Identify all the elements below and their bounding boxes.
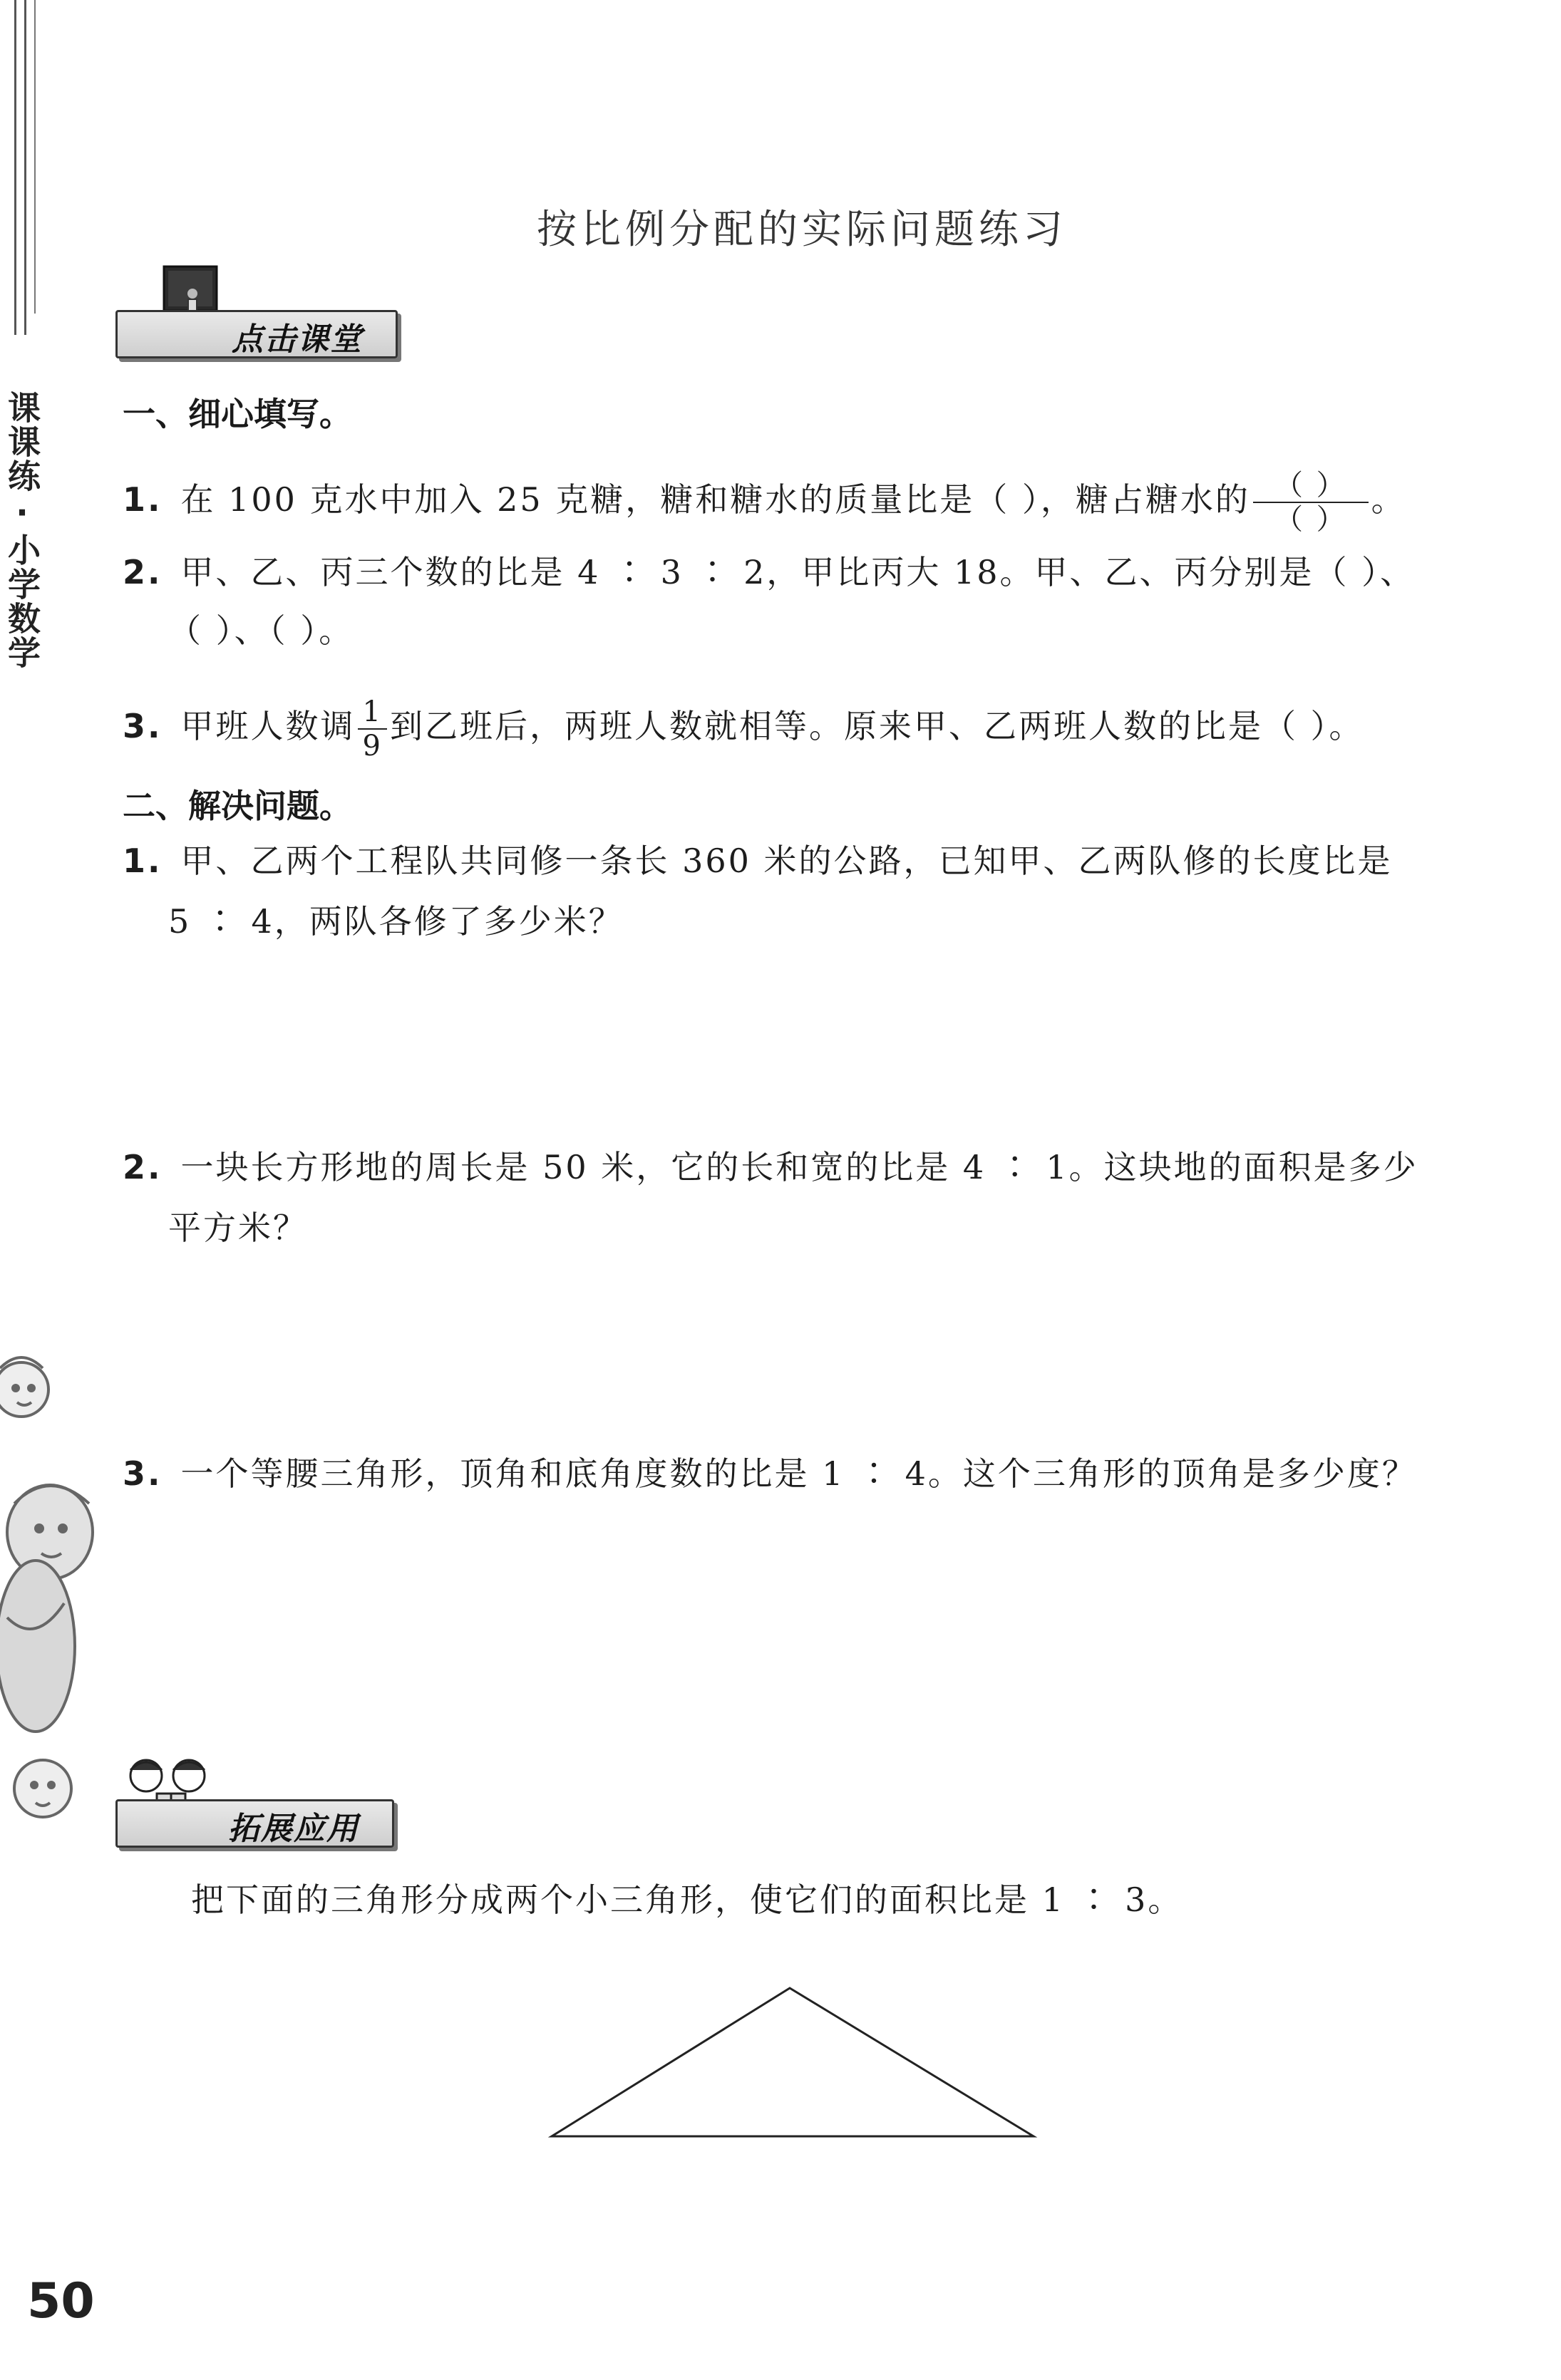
answer-fraction-blank[interactable]: $\frac{( )}{( )}$ <box>1253 470 1369 534</box>
question-number: 2. <box>123 1148 163 1186</box>
question-1-3: 3. 甲班人数调 $\frac{1}{9}$ 到乙班后，两班人数就相等。原来甲、乙两班人数的比是（ ）。 <box>123 695 1364 762</box>
margin-rule <box>24 0 26 335</box>
question-text: 一块长方形地的周长是 50 米，它的长和宽的比是 4 ∶ 1。这块地的面积是多少 <box>180 1148 1418 1186</box>
question-2-3 <box>123 1454 1417 1493</box>
section-banner-classroom <box>115 310 398 358</box>
question-2-1 <box>123 842 1393 880</box>
margin-rule <box>34 0 36 314</box>
fraction-one-ninth: $\frac{1}{9}$ <box>358 697 386 761</box>
page-number: 50 <box>27 2273 95 2329</box>
question-number: 3. <box>123 1454 163 1493</box>
banner-label: 点击课堂 <box>232 321 363 358</box>
question-text: 甲班人数调 <box>180 707 356 745</box>
section-heading-solve: 二、解决问题。 <box>123 787 352 825</box>
question-1-2-cont: （ ）、（ ）。 <box>168 611 354 650</box>
question-text: 一个等腰三角形，顶角和底角度数的比是 1 ∶ 4。这个三角形的顶角是多少度？ <box>180 1454 1417 1493</box>
page-title: 按比例分配的实际问题练习 <box>537 207 1067 253</box>
banner-label: 拓展应用 <box>228 1811 359 1847</box>
section-heading-fill-in: 一、细心填写。 <box>123 395 352 433</box>
question-2-2-cont: 平方米？ <box>168 1209 308 1247</box>
question-text: 在 100 克水中加入 25 克糖，糖和糖水的质量比是（ ），糖占糖水的 <box>180 480 1250 519</box>
question-1-1: 1. 在 100 克水中加入 25 克糖，糖和糖水的质量比是（ ），糖占糖水的 $\frac{( )}{( )}$ 。 <box>123 469 1406 536</box>
question-text: 甲、乙两个工程队共同修一条长 360 米的公路，已知甲、乙两队修的长度比是 <box>180 842 1393 880</box>
question-number: 2. <box>123 553 163 591</box>
question-1-2 <box>123 553 1416 591</box>
question-number: 3. <box>123 707 163 745</box>
question-number: 1. <box>123 842 163 880</box>
triangle-figure[interactable] <box>542 1981 1041 2152</box>
section-banner-extension <box>115 1799 394 1848</box>
extension-question: 把下面的三角形分成两个小三角形，使它们的面积比是 1 ∶ 3。 <box>191 1880 1183 1919</box>
book-series-title: 课课练·小学数学 <box>3 390 41 670</box>
cartoon-children-illustration <box>0 1347 100 1860</box>
question-text: 甲、乙、丙三个数的比是 4 ∶ 3 ∶ 2，甲比丙大 18。甲、乙、丙分别是（ ）、 <box>180 553 1416 591</box>
margin-rule <box>14 0 16 335</box>
question-number: 1. <box>123 480 163 519</box>
question-2-1-cont: 5 ∶ 4，两队各修了多少米？ <box>168 902 624 941</box>
question-2-2 <box>123 1148 1418 1186</box>
